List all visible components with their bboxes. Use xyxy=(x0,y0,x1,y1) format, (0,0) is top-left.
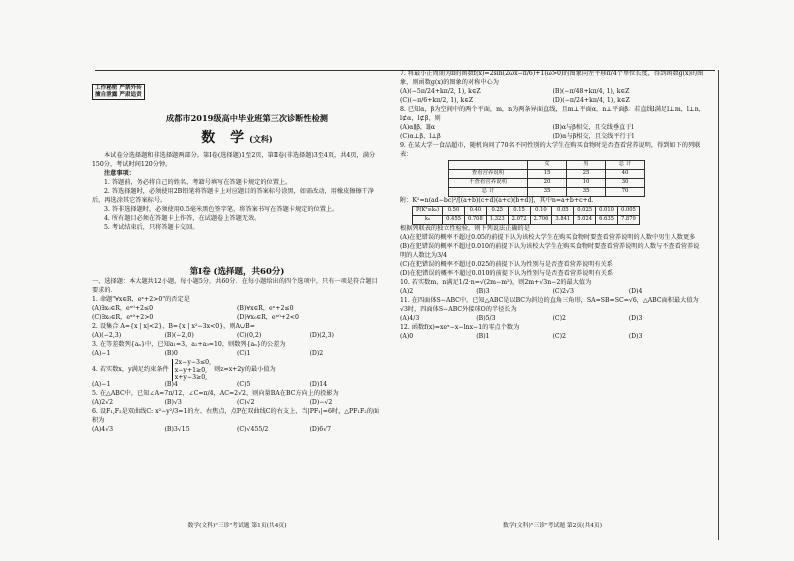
table-header-cell: 男 xyxy=(567,160,606,169)
options-row xyxy=(400,133,705,142)
table-row xyxy=(449,169,645,178)
question-stem: 5. 在△ABC中，已知∠A=7π/12，∠C=π/4，AC=2√2，则向量BA在BC方向上的投影为 xyxy=(92,390,339,398)
table-header-cell xyxy=(449,160,528,169)
intro-line: 4. 所有题目必须在答题卡上作答，在试题卷上答题无效。 xyxy=(104,214,261,222)
table-cell: 2.072 xyxy=(508,215,530,224)
question-tail: 则z=x+2y的最小值为 xyxy=(214,365,276,373)
options-row xyxy=(400,88,705,97)
table-cell: 6.635 xyxy=(596,215,618,224)
scan-border-right xyxy=(718,70,719,540)
formula-note: 附：K²=n(ad−bc)²/[(a+b)(c+d)(a+c)(b+d)]，其中n=a+b+c+d． xyxy=(400,196,598,204)
table-cell: 0.010 xyxy=(596,206,618,215)
option: (C)2 xyxy=(552,314,566,322)
option: (A)∃x₀∈R，eˣ⁰+2≤0 xyxy=(92,305,154,313)
option: (A)在犯错误的概率不超过0.05的前提下认为该校大学生在购买食物时要查看营养说明的人数中男生人数更多 xyxy=(400,233,696,241)
constraint: x+y−3≥0, xyxy=(174,374,208,382)
table-cell: 0.005 xyxy=(617,206,639,215)
option: (C)√455/2 xyxy=(237,426,269,434)
page-1 xyxy=(92,70,382,540)
table-cell: 0.025 xyxy=(574,206,596,215)
intro-line: 本试卷分选择题和非选择题两部分。第Ⅰ卷(选择题)1至2页，第Ⅱ卷(非选择题)3至4页，共4页，满分150分，考试时间120分钟。 xyxy=(92,152,376,168)
section-instructions: 一、选择题：本大题共12小题，每小题5分，共60分．在每小题给出的四个选项中，只有一项是符合题目要求的． xyxy=(92,278,378,295)
option: (B)3 xyxy=(476,287,490,295)
options-row xyxy=(400,124,705,133)
table-cell: 3.841 xyxy=(552,215,574,224)
option: (A)2 xyxy=(400,287,414,295)
table-cell: 0.455 xyxy=(443,215,465,224)
option: (D)α与β相交，且交线平行于l xyxy=(552,132,634,140)
stamp-line: 擅自泄露 严肃追责 xyxy=(95,91,142,98)
contingency-table xyxy=(448,160,645,197)
table-cell: 0.15 xyxy=(508,206,530,215)
table-cell: 20 xyxy=(528,178,567,187)
table-cell: 0.708 xyxy=(464,215,486,224)
options-row xyxy=(92,350,382,359)
table-cell: 0.25 xyxy=(486,206,508,215)
table-cell: 70 xyxy=(606,187,645,196)
option: (C)α⊥β，l⊥β xyxy=(400,132,441,140)
option: (B)5/3 xyxy=(476,314,496,322)
question-stem: 2. 设集合 A={x | x|<2}，B={x | x²−3x<0}，则A∪B= xyxy=(92,323,255,331)
option: (D)(2,3) xyxy=(309,332,334,340)
option: (B)1 xyxy=(476,332,490,340)
table-header-cell: 总 计 xyxy=(606,160,645,169)
question-stem: 6. 设F₁,F₂是双曲线C: x²−y²/3=1的左、右焦点，点P在双曲线C的右支上，当|PF₁|=6时，△PF₁F₂的面积为 xyxy=(92,408,380,425)
table-cell: 0.05 xyxy=(552,206,574,215)
options-row xyxy=(92,305,382,314)
constraint: 2x−y−3≤0, xyxy=(174,359,212,367)
option: (A)4√3 xyxy=(92,426,114,434)
page-2 xyxy=(400,70,705,540)
option: (C)(−π/6+kπ/2, 1), k∈Z xyxy=(400,96,474,104)
option: (B)∀x∈R，eˣ+2≤0 xyxy=(237,305,294,313)
table-cell: 30 xyxy=(606,178,645,187)
question-lead: 根据列联表的独立性检验，则下列说法正确的是 xyxy=(400,224,530,232)
table-cell: 0.40 xyxy=(464,206,486,215)
table-cell: 0.50 xyxy=(443,206,465,215)
table-header-row xyxy=(449,160,645,169)
stamp-line: 工作秘密 严禁外传 xyxy=(95,85,142,91)
table-cell: 35 xyxy=(567,187,606,196)
section-title: 第Ⅰ卷 (选择题，共60分) xyxy=(189,267,285,277)
table-cell: P(K²≥k₀) xyxy=(413,206,443,215)
option: (A)−1 xyxy=(92,350,111,358)
option: (C)(0,2) xyxy=(237,332,262,340)
options-row xyxy=(92,314,382,323)
options-row xyxy=(400,97,705,106)
option: (D)3 xyxy=(628,332,643,340)
question-stem: 4. 若实数x，y满足约束条件 xyxy=(92,365,169,373)
constraint: x−y+1≥0, xyxy=(174,366,208,374)
option: (B)在犯错误的概率不超过0.010的前提下认为该校大学生在购买食物时要查看营养说明的人数与不查看营养说明的人数比为3/4 xyxy=(400,242,700,259)
critical-value-table xyxy=(412,206,640,225)
table-row xyxy=(413,206,640,215)
intro-line: 1. 答题前，务必将自己的姓名、考籍号填写在答题卡规定的位置上。 xyxy=(104,178,292,186)
options-row xyxy=(400,333,705,342)
question-stem: 12. 函数f(x)=xeˣ−x−lnx−1的零点个数为 xyxy=(400,323,520,331)
option: (D)(−π/24+kπ/4, 1), k∈Z xyxy=(552,96,630,104)
question-4 xyxy=(92,359,382,381)
option: (A)2√2 xyxy=(92,399,114,407)
intro-line: 3. 答非选择题时，必须使用0.5毫米黑色签字笔，将答案书写在答题卡规定的位置上。 xyxy=(104,205,339,213)
subject-title xyxy=(92,128,382,148)
table-cell: 0.10 xyxy=(530,206,552,215)
option: (C)2√3 xyxy=(552,287,574,295)
table-cell: 40 xyxy=(606,169,645,178)
page-footer: 数学(文科)"三诊"考试题 第2页(共4页) xyxy=(503,523,602,529)
constraint-system xyxy=(172,359,211,381)
option: (B)√3 xyxy=(164,399,182,407)
table-cell: 25 xyxy=(567,169,606,178)
table-cell: 7.879 xyxy=(617,215,639,224)
section-1 xyxy=(92,266,382,435)
question-stem: 3. 在等差数列{aₙ}中，已知a₁=3，a₂+a₃=10，则数列{aₙ}的公差为 xyxy=(92,341,286,349)
option: (D)在犯错误的概率不超过0.010的前提下认为性别与是否查看营养说明有关系 xyxy=(400,269,614,277)
option: (C)1 xyxy=(237,350,251,358)
option: (D)−√2 xyxy=(309,399,333,407)
option: (D)∀x₀∈R，eˣ⁰+2<0 xyxy=(237,314,299,322)
option: (D)6√7 xyxy=(309,426,332,434)
table-cell: 35 xyxy=(528,187,567,196)
table-header-cell: 女 xyxy=(528,160,567,169)
question-stem: 9. 在某大学一食品超市，随机询问了70名不同性别的大学生在购买食物时是否查看营养说明，得到如下的列联表： xyxy=(400,141,701,158)
option: (C)2 xyxy=(552,332,566,340)
question-stem: 1. 命题"∀x∈R，eˣ+2>0"的否定是 xyxy=(92,296,190,304)
option: (D)14 xyxy=(309,381,328,389)
subject-sub: (文科) xyxy=(249,134,273,144)
exam-title: 成都市2019级高中毕业班第三次诊断性检测 xyxy=(166,113,328,123)
intro-line: 注意事项： xyxy=(104,169,135,177)
option: (B)α与β相交，且交线垂直于l xyxy=(552,123,634,131)
table-cell: 10 xyxy=(567,178,606,187)
question-stem: 10. 若实数m，n满足1/2·n=√(2m−m²)，则2m+√3n−2的最大值为 xyxy=(400,278,592,286)
option: (B)4 xyxy=(164,381,178,389)
table-row xyxy=(449,187,645,196)
question-stem: 7. 将最小正周期为π的函数f(x)=2sin(2ωx−π/6)+1(ω>0)的图象向左平移π/4个单位长度，得到函数g(x)的图象，则函数g(x)的图象的对称中心为 xyxy=(400,70,704,86)
option: (A)4/3 xyxy=(400,314,420,322)
option: (D)2 xyxy=(309,350,324,358)
options-row xyxy=(92,426,382,435)
option: (A)−1 xyxy=(92,381,111,389)
table-row xyxy=(449,178,645,187)
intro-line: 2. 答选择题时，必须使用2B铅笔将答题卡上对应题目的答案标号涂黑，如需改动，用橡皮擦擦干净后，再选涂其它答案标号。 xyxy=(92,187,375,204)
options-row xyxy=(400,288,705,297)
table-cell: 5.024 xyxy=(574,215,596,224)
option: (A)(−5π/24+kπ/2, 1), k∈Z xyxy=(400,87,481,95)
option: (A)(−2,3) xyxy=(92,332,122,340)
options-row xyxy=(400,315,705,324)
question-stem: 8. 已知α，β为空间中的两个平面，m，n为两条异面直线，且m⊥平面α，n⊥平面β．若直线l满足l⊥m，l⊥n，l⊄α，l⊄β，则 xyxy=(400,105,705,122)
option: (C)√2 xyxy=(237,399,255,407)
table-cell: k₀ xyxy=(413,215,443,224)
table-cell: 15 xyxy=(528,169,567,178)
table-cell: 2.706 xyxy=(530,215,552,224)
option: (C)5 xyxy=(237,381,251,389)
options-row xyxy=(92,332,382,341)
subject-main: 数 学 xyxy=(201,130,250,146)
option: (A)0 xyxy=(400,332,414,340)
question-stem: 11. 在四面体S−ABC中，已知△ABC是以BC为斜边的直角三角形，SA=SB=SC=√6，△ABC面积最大值为√3时，四面体S−ABC外接球O的半径长为 xyxy=(400,296,699,313)
table-cell: 查看营养说明 xyxy=(449,169,528,178)
option: (D)3 xyxy=(628,314,643,322)
option: (C)∃x₀∈R，eˣ⁰+2>0 xyxy=(92,314,154,322)
option: (B)0 xyxy=(164,350,178,358)
intro-block xyxy=(92,152,382,233)
option: (B)3√15 xyxy=(164,426,190,434)
option: (D)4 xyxy=(628,287,643,295)
table-cell: 1.323 xyxy=(486,215,508,224)
intro-line: 5. 考试结束后，只将答题卡交回。 xyxy=(104,223,199,231)
table-row xyxy=(413,215,640,224)
page-footer: 数学(文科)"三诊"考试题 第1页(共4页) xyxy=(187,523,287,529)
option: (C)在犯错误的概率不超过0.025的前提下认为性别与是否查看营养说明有关系 xyxy=(400,260,613,268)
table-cell: 总 计 xyxy=(449,187,528,196)
option: (A)α∥β，l∥α xyxy=(400,123,436,131)
option: (B)(−2,0) xyxy=(164,332,194,340)
table-cell: 不查看营养说明 xyxy=(449,178,528,187)
option: (B)(−π/48+kπ/4, 1), k∈Z xyxy=(552,87,630,95)
